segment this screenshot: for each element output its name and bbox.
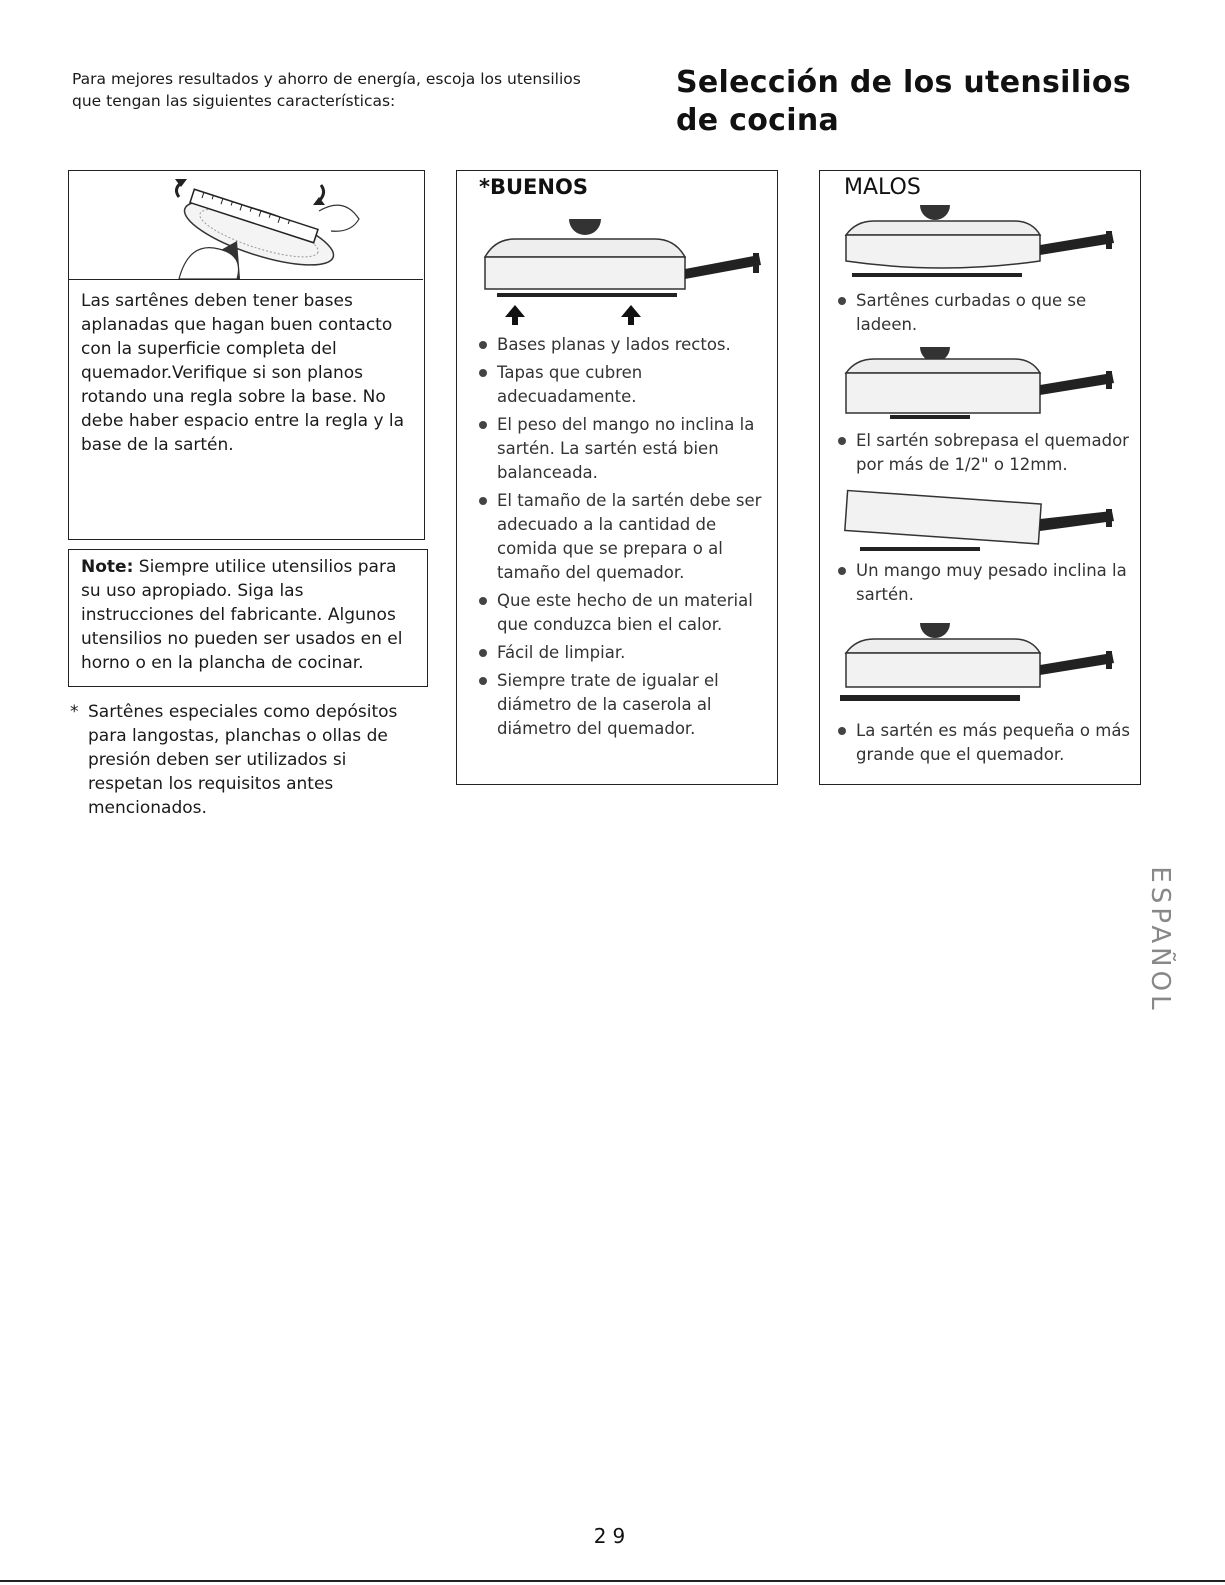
good-heading: *BUENOS	[479, 175, 588, 199]
list-item: Tapas que cubren adecuadamente.	[475, 361, 765, 409]
good-cookware-box	[456, 170, 778, 785]
note-text	[81, 555, 421, 675]
list-item: El peso del mango no inclina la sartén. La sartén está bien balanceada.	[475, 413, 765, 485]
bullet-icon	[479, 341, 487, 349]
list-item: El tamaño de la sartén debe ser adecuado a la cantidad de comida que se prepara o al tamaño del quemador.	[475, 489, 765, 585]
bullet-icon	[838, 727, 846, 735]
page-title: Selección de los utensilios de cocina	[676, 65, 1131, 138]
warped-pan-icon	[840, 201, 1120, 279]
list-item: Bases planas y lados rectos.	[475, 333, 765, 357]
bad-list-3	[834, 559, 1132, 611]
bullet-icon	[479, 497, 487, 505]
mismatched-size-pan-icon	[840, 619, 1120, 709]
note-box	[68, 549, 428, 687]
bullet-icon	[479, 677, 487, 685]
list-item: Un mango muy pesado inclina la sartén.	[834, 559, 1132, 607]
footnote-marker: *	[70, 702, 79, 722]
bullet-icon	[479, 649, 487, 657]
hand-rotating-ruler-icon	[69, 171, 423, 279]
bullet-icon	[479, 369, 487, 377]
good-pan-icon	[477, 213, 767, 325]
list-item: Fácil de limpiar.	[475, 641, 765, 665]
bullet-icon	[479, 421, 487, 429]
page-number: 29	[593, 1524, 632, 1548]
list-item: Que este hecho de un material que conduzca bien el calor.	[475, 589, 765, 637]
bullet-icon	[838, 437, 846, 445]
bad-list-1	[834, 289, 1132, 341]
list-item: La sartén es más pequeña o más grande que el quemador.	[834, 719, 1132, 767]
ruler-check-box	[68, 170, 425, 540]
good-list	[475, 333, 765, 745]
bad-heading: MALOS	[844, 175, 921, 200]
flat-base-instructions: Las sartênes deben tener bases aplanadas que hagan buen contacto con la superficie completa del quemador.Verifique si son planos rotando una regla sobre la base. No debe haber espacio entre la regla y la base de la sartén.	[81, 291, 405, 455]
oversized-pan-icon	[840, 343, 1120, 421]
bullet-icon	[838, 567, 846, 575]
intro-text: Para mejores resultados y ahorro de energía, escoja los utensilios que tengan las siguientes características:	[72, 70, 581, 110]
bullet-icon	[479, 597, 487, 605]
bad-cookware-box	[819, 170, 1141, 785]
heavy-handle-pan-icon	[840, 489, 1120, 555]
bad-list-4	[834, 719, 1132, 771]
note-label: Note:	[81, 557, 134, 577]
bullet-icon	[838, 297, 846, 305]
list-item: El sartén sobrepasa el quemador por más de 1/2" o 12mm.	[834, 429, 1132, 477]
bottom-divider	[0, 1580, 1225, 1582]
note-body: Siempre utilice utensilios para su uso apropiado. Siga las instrucciones del fabricante. Algunos utensilios no pueden ser usados en el horno o en la plancha de cocinar.	[81, 557, 403, 673]
bad-list-2	[834, 429, 1132, 481]
footnote-text: Sartênes especiales como depósitos para langostas, planchas o ollas de presión deben ser utilizados si respetan los requisitos antes mencionados.	[88, 702, 398, 818]
list-item: Siempre trate de igualar el diámetro de la caserola al diámetro del quemador.	[475, 669, 765, 741]
list-item: Sartênes curbadas o que se ladeen.	[834, 289, 1132, 337]
footnote	[70, 700, 420, 820]
ruler-illustration	[69, 171, 423, 280]
language-tab: ESPAÑOL	[1145, 866, 1175, 1014]
